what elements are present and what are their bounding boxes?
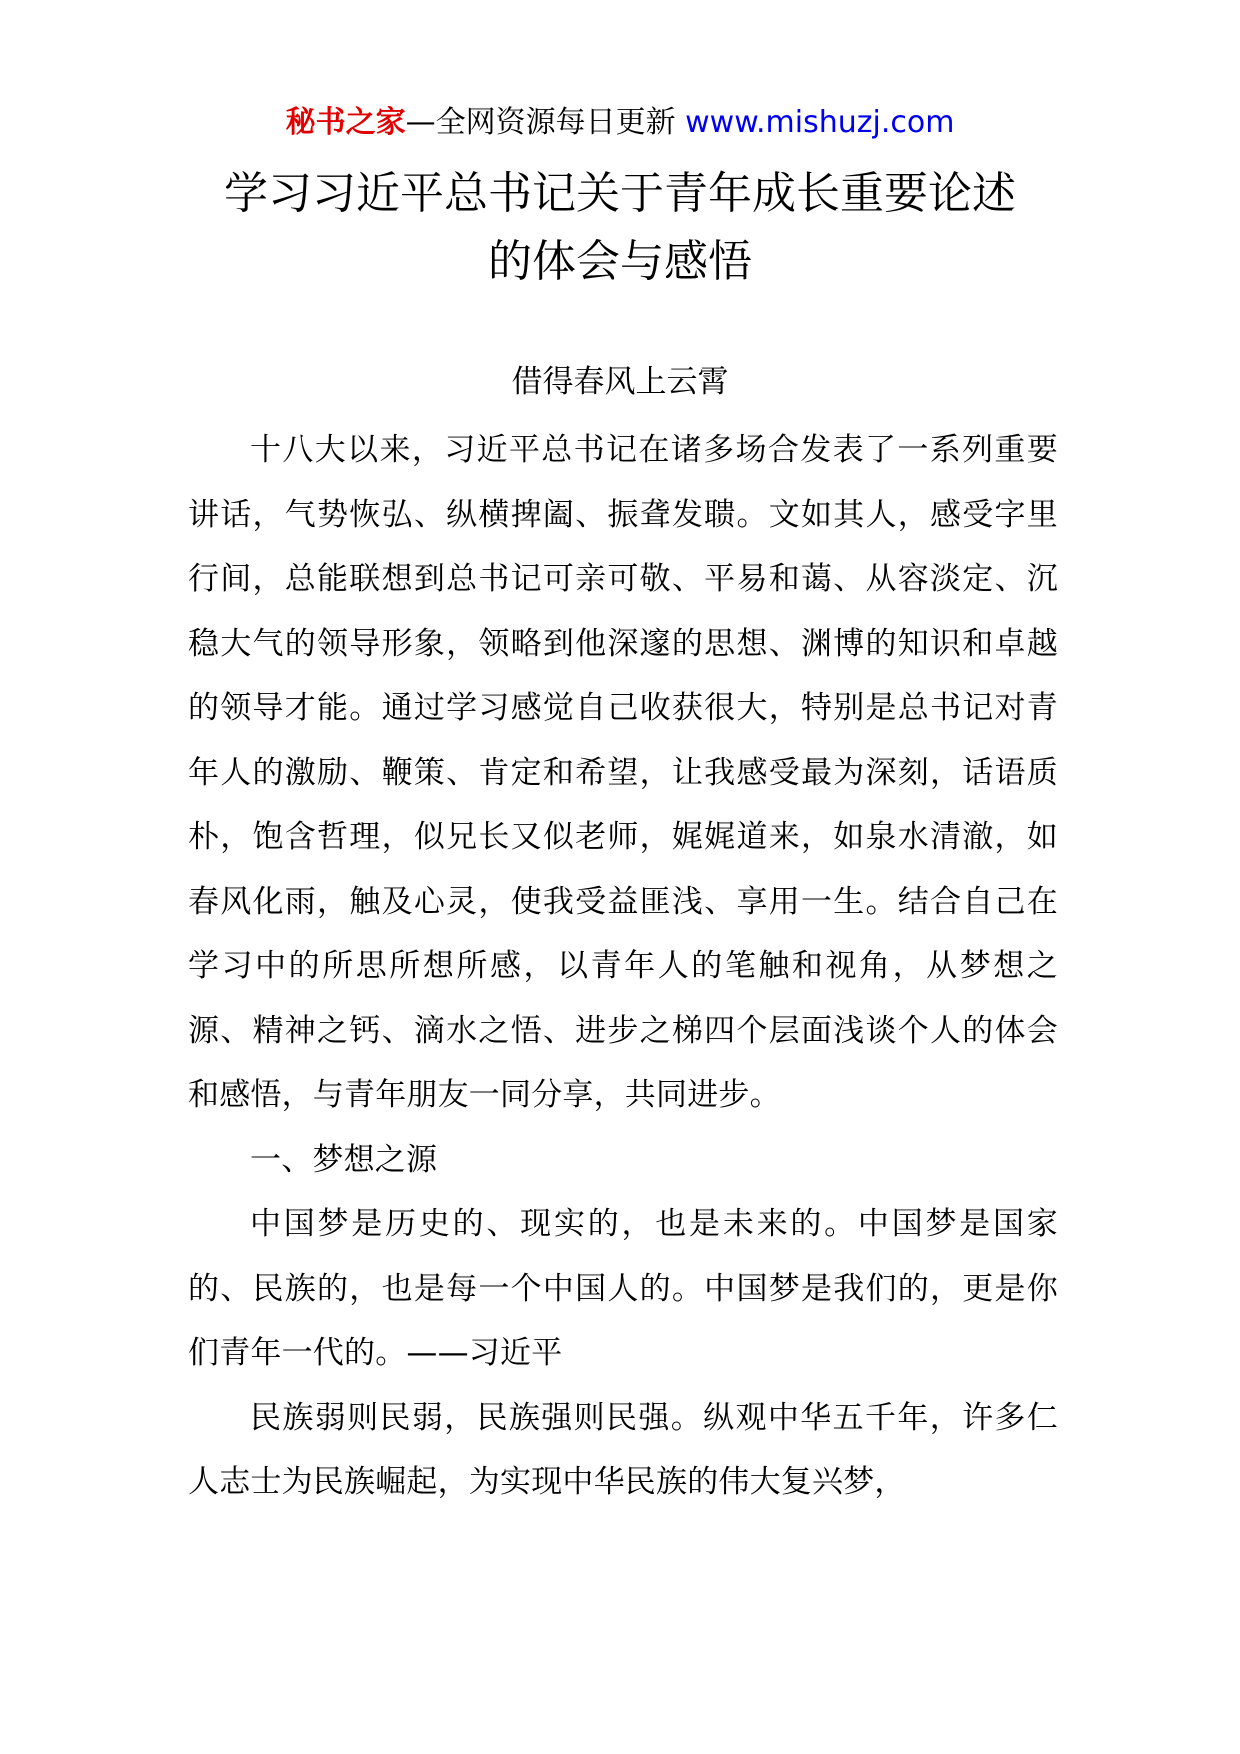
site-tagline: —全网资源每日更新 — [405, 105, 676, 140]
intro-paragraph: 十八大以来，习近平总书记在诸多场合发表了一系列重要讲话，气势恢弘、纵横捭阖、振聋发聩。文如其人，感受字里行间，总能联想到总书记可亲可敬、平易和蔼、从容淡定、沉稳大气的领导形象，领略到他深邃的思想、渊博的知识和卓越的领导才能。通过学习感觉自己收获很大，特别是总书记对青年人的激励、鞭策、肯定和希望，让我感受最为深刻，话语质朴，饱含哲理，似兄长又似老师，娓娓道来，如泉水清澈，如春风化雨，触及心灵，使我受益匪浅、享用一生。结合自己在学习中的所思所想所感，以青年人的笔触和视角，从梦想之源、精神之钙、滴水之悟、进步之梯四个层面浅谈个人的体会和感悟，与青年朋友一同分享，共同进步。 — [188, 432, 1058, 1113]
document-body — [188, 418, 1058, 1515]
site-header — [0, 98, 1240, 148]
title-line-1: 学习习近平总书记关于青年成长重要论述 — [224, 168, 1016, 219]
site-url-link[interactable]: www.mishuzj.com — [685, 105, 955, 140]
document-subtitle: 借得春风上云霄 — [511, 364, 729, 400]
body-paragraph: 民族弱则民弱，民族强则民强。纵观中华五千年，许多仁人志士为民族崛起，为实现中华民族的伟大复兴梦， — [188, 1399, 1058, 1500]
title-line-2: 的体会与感悟 — [488, 236, 752, 287]
quote-paragraph: 中国梦是历史的、现实的，也是未来的。中国梦是国家的、民族的，也是每一个中国人的。中国梦是我们的，更是你们青年一代的。——习近平 — [188, 1206, 1058, 1371]
document-title — [0, 160, 1240, 296]
section-heading-dream-source: 一、梦想之源 — [250, 1141, 438, 1178]
site-brand: 秘书之家 — [285, 105, 406, 140]
